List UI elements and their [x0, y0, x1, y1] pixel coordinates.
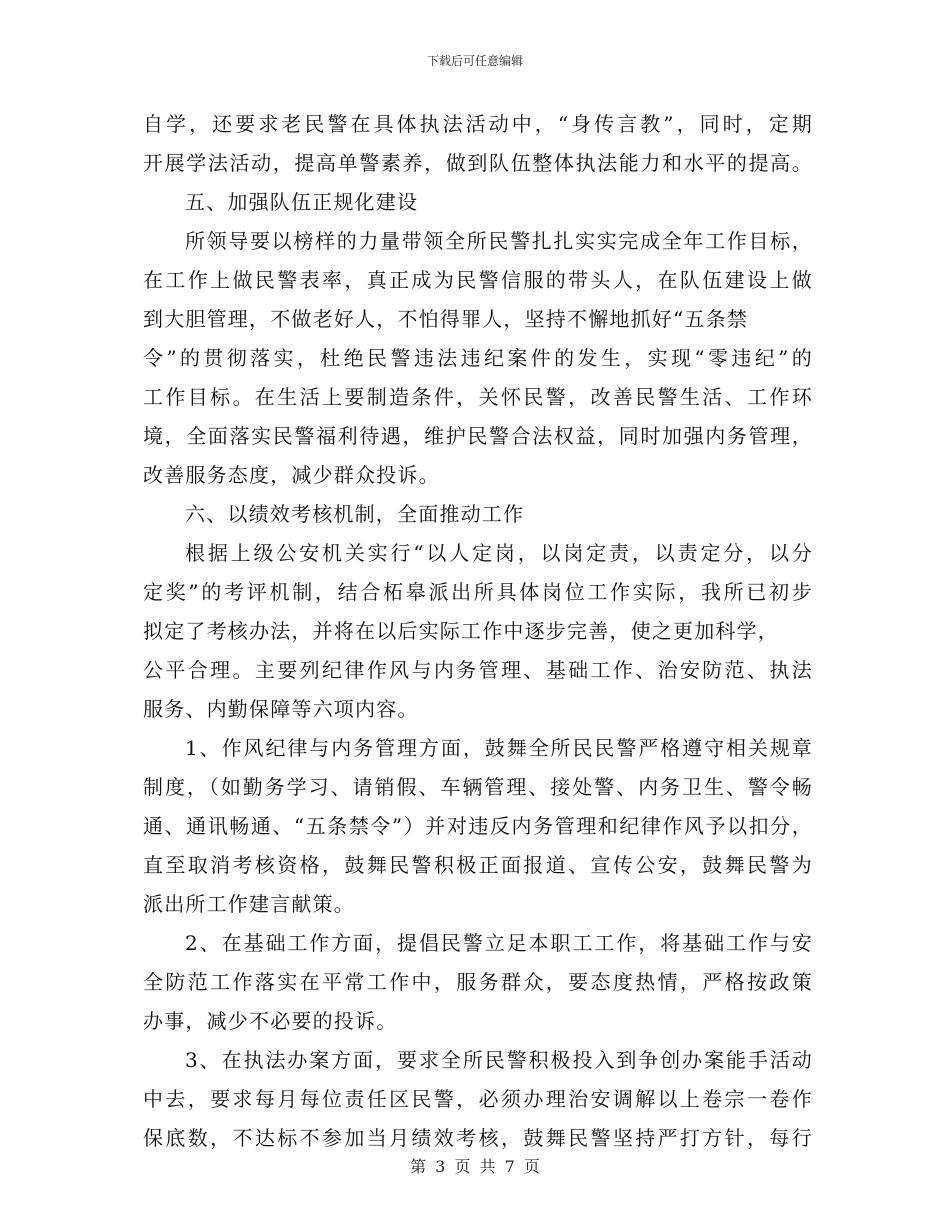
text-line: 境，全面落实民警福利待遇，维护民警合法权益，同时加强内务管理， — [143, 424, 813, 448]
text-line: 令”的贯彻落实，杜绝民警违法违纪案件的发生，实现“零违纪”的 — [143, 346, 813, 370]
text-line: 办事，减少不必要的投诉。 — [143, 1009, 398, 1033]
text-line: 改善服务态度，减少群众投诉。 — [143, 463, 440, 487]
text-line: 所领导要以榜样的力量带领全所民警扎扎实实完成全年工作目标， — [185, 229, 813, 253]
text-line: 工作目标。在生活上要制造条件，关怀民警，改善民警生活、工作环 — [143, 385, 813, 409]
text-line: 公平合理。主要列纪律作风与内务管理、基础工作、治安防范、执法 — [143, 658, 813, 682]
text-line: 全防范工作落实在平常工作中，服务群众，要态度热情，严格按政策 — [143, 970, 813, 994]
text-line: 3、在执法办案方面，要求全所民警积极投入到争创办案能手活动 — [185, 1048, 813, 1072]
text-line: 拟定了考核办法，并将在以后实际工作中逐步完善，使之更加科学， — [143, 619, 779, 643]
text-line: 根据上级公安机关实行“以人定岗，以岗定责，以责定分，以分 — [185, 541, 813, 565]
text-line: 通、通讯畅通、“五条禁令”）并对违反内务管理和纪律作风予以扣分， — [143, 814, 813, 838]
document-body — [143, 105, 813, 1158]
text-line: 定奖”的考评机制，结合柘皋派出所具体岗位工作实际，我所已初步 — [143, 580, 813, 604]
text-line: 开展学法活动，提高单警素养，做到队伍整体执法能力和水平的提高。 — [143, 151, 813, 175]
text-line: 五、加强队伍正规化建设 — [185, 190, 419, 214]
text-line: 自学，还要求老民警在具体执法活动中，“身传言教”，同时，定期 — [143, 112, 813, 136]
text-line: 服务、内勤保障等六项内容。 — [143, 697, 419, 721]
text-line: 制度，（如勤务学习、请销假、车辆管理、接处警、内务卫生、警令畅 — [143, 775, 813, 799]
text-line: 派出所工作建言献策。 — [143, 892, 355, 916]
page-header: 下载后可任意编辑 — [426, 54, 523, 68]
text-line: 1、作风纪律与内务管理方面，鼓舞全所民民警严格遵守相关规章 — [185, 736, 813, 760]
text-line: 中去，要求每月每位责任区民警，必须办理治安调解以上卷宗一卷作 — [143, 1087, 813, 1111]
text-line: 直至取消考核资格，鼓舞民警积极正面报道、宣传公安，鼓舞民警为 — [143, 853, 813, 877]
text-line: 保底数，不达标不参加当月绩效考核，鼓舞民警坚持严打方针，每行 — [143, 1126, 813, 1150]
text-line: 六、以绩效考核机制，全面推动工作 — [185, 502, 525, 526]
page-number: 第 3 页 共 7 页 — [410, 1157, 540, 1176]
text-line: 到大胆管理，不做老好人，不怕得罪人，坚持不懈地抓好“五条禁 — [143, 307, 749, 331]
text-line: 在工作上做民警表率，真正成为民警信服的带头人，在队伍建设上做 — [143, 268, 813, 292]
text-line: 2、在基础工作方面，提倡民警立足本职工工作，将基础工作与安 — [185, 931, 813, 955]
